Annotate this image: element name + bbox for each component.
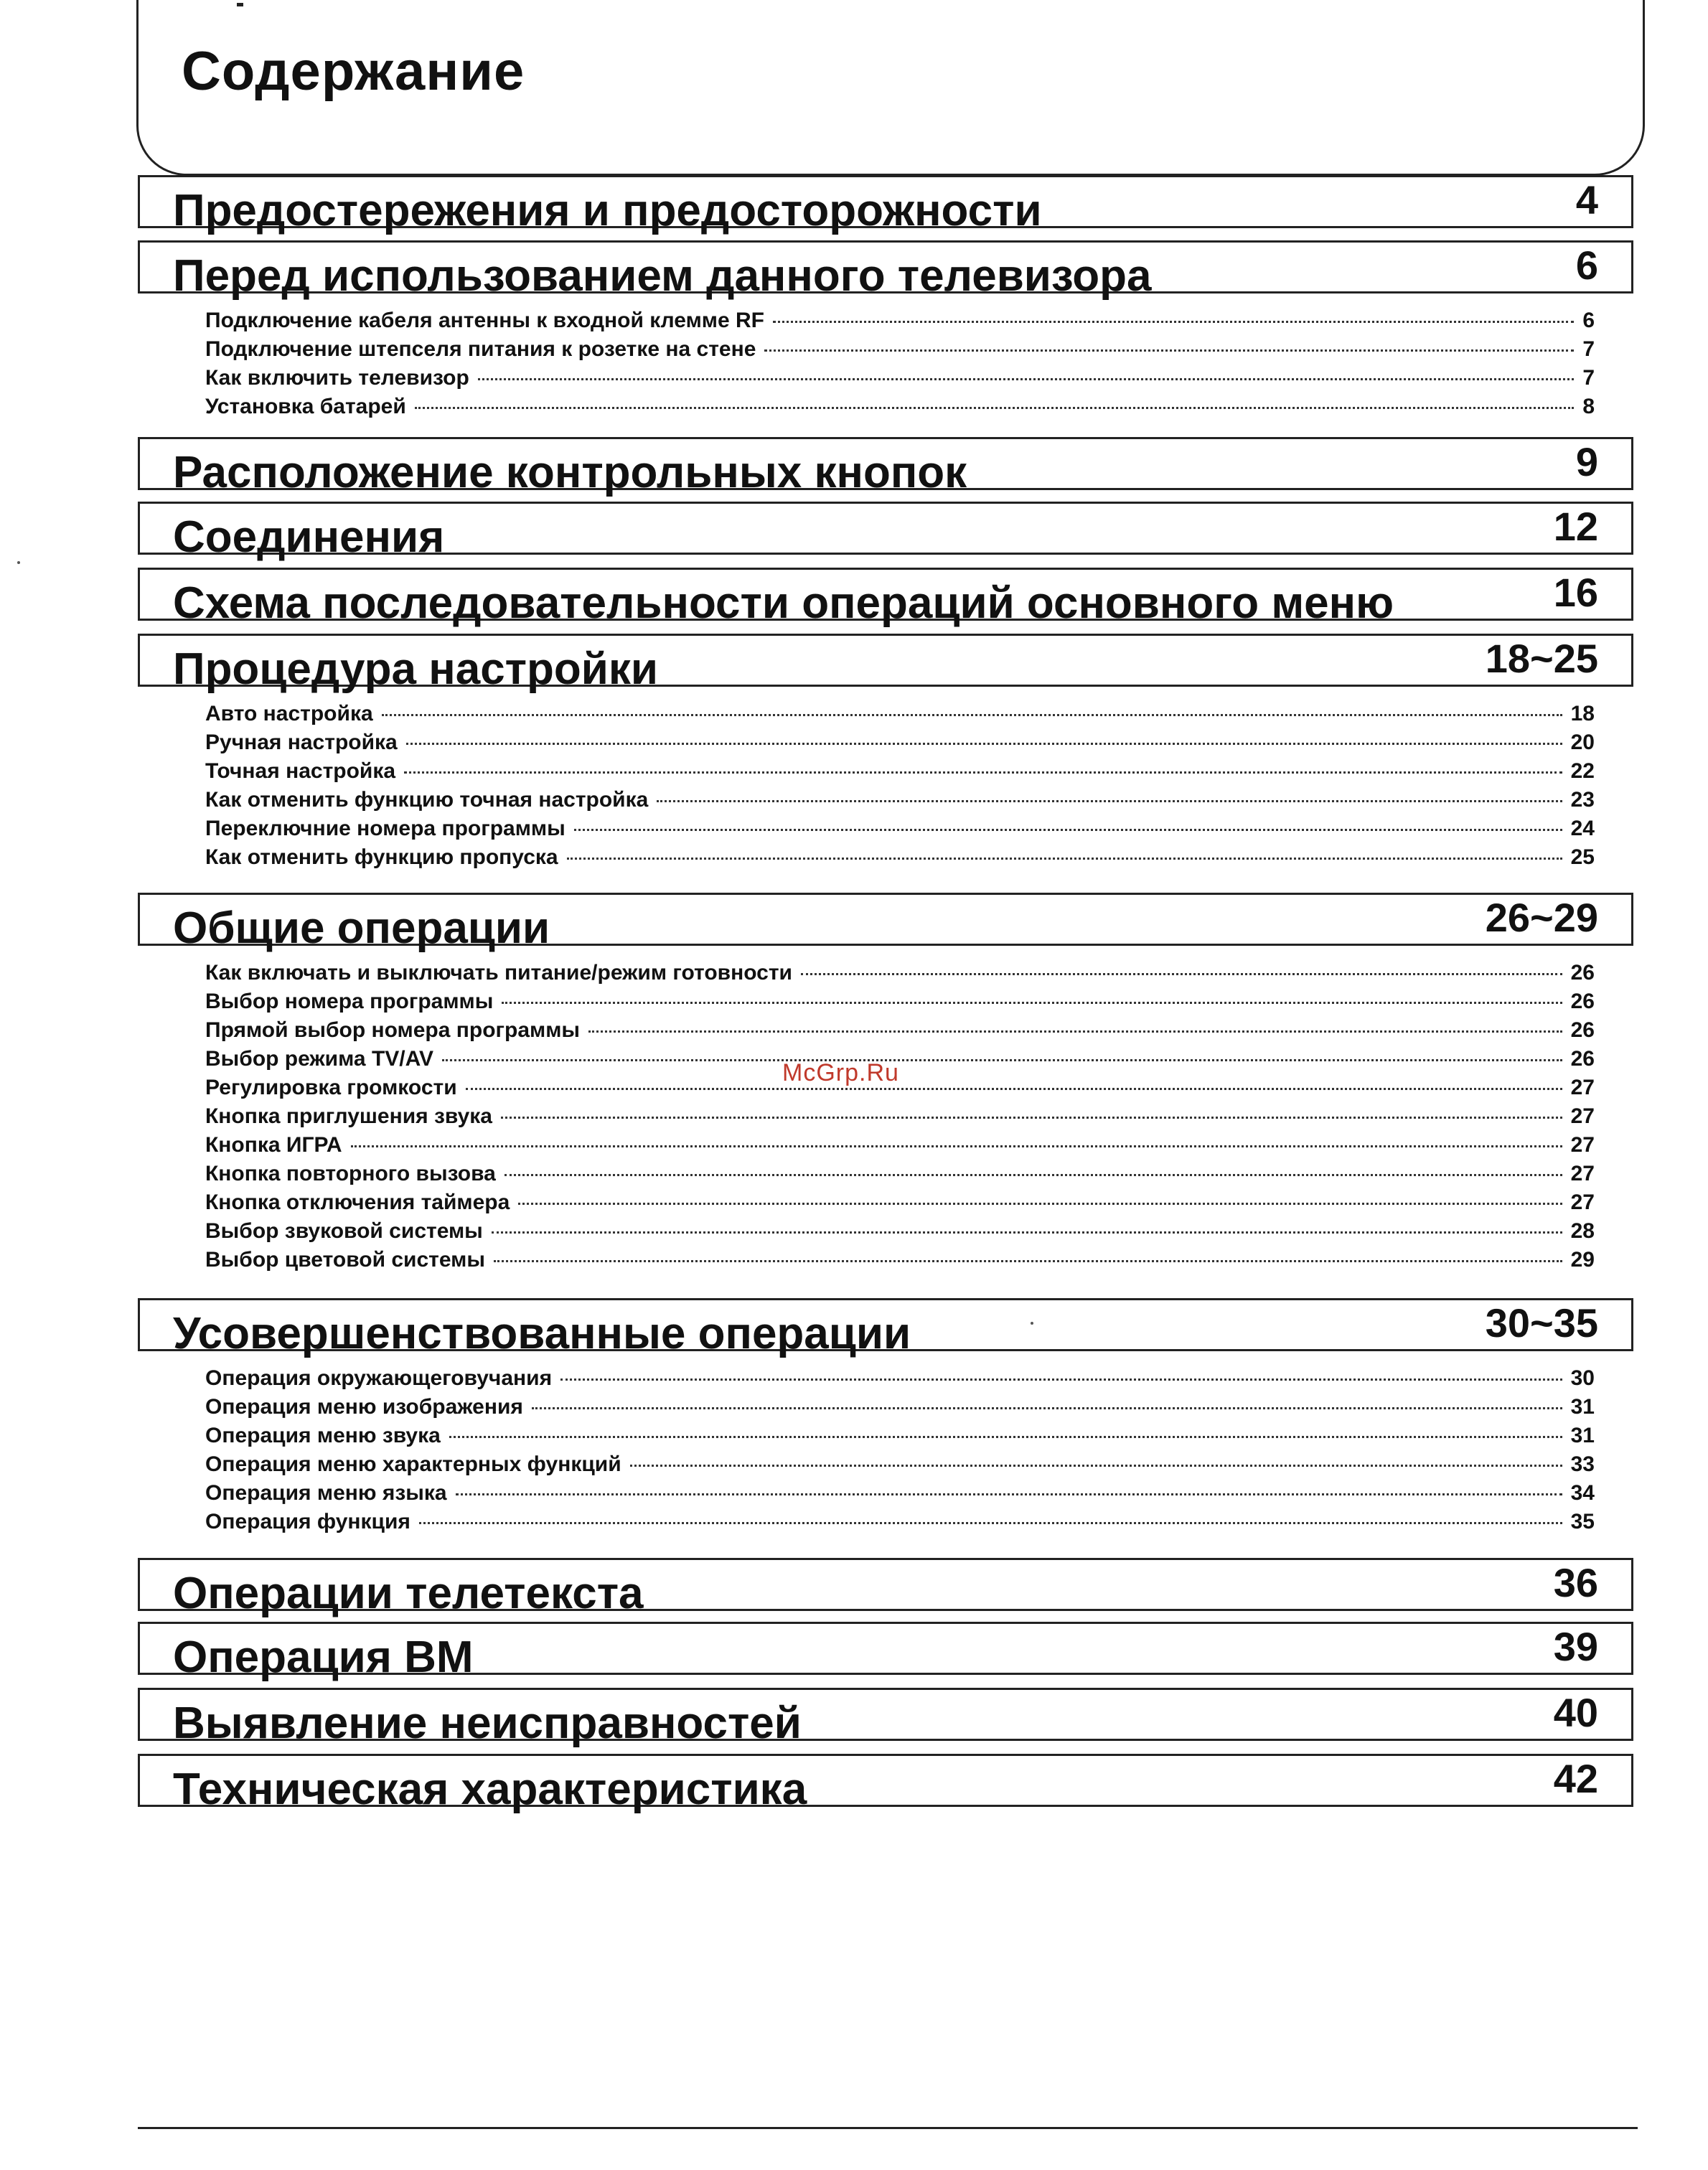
dot-leader	[518, 1203, 1562, 1205]
toc-entry[interactable]	[205, 990, 1595, 1018]
section-heading[interactable]	[138, 1622, 1633, 1682]
toc-entry[interactable]	[205, 1366, 1595, 1395]
toc-entry[interactable]	[205, 1104, 1595, 1133]
watermark: McGrp.Ru	[782, 1059, 899, 1086]
section-title: Соединения	[173, 512, 445, 562]
toc-entry-label: Как отменить функцию пропуска	[205, 845, 558, 869]
bottom-rule	[138, 2127, 1638, 2129]
toc-entry-label: Точная настройка	[205, 759, 396, 783]
toc-entry-page: 23	[1570, 788, 1595, 812]
section-title: Схема последовательности операций основного меню	[173, 578, 1394, 628]
toc-entry-label: Выбор цветовой системы	[205, 1248, 485, 1272]
toc-entry-page: 33	[1570, 1452, 1595, 1476]
dot-leader	[419, 1522, 1562, 1524]
toc-entry-page: 26	[1570, 1047, 1595, 1071]
dot-leader	[494, 1260, 1562, 1262]
toc-entry[interactable]	[205, 1395, 1595, 1424]
section-page-number: 6	[1575, 243, 1598, 288]
dot-leader	[567, 858, 1562, 860]
toc-entry-page: 25	[1570, 845, 1595, 869]
toc-entry[interactable]	[205, 759, 1595, 788]
section-page-number: 4	[1575, 177, 1598, 222]
toc-entry[interactable]	[205, 395, 1595, 423]
toc-entry[interactable]	[205, 1018, 1595, 1047]
toc-entry-page: 7	[1582, 366, 1595, 390]
dot-leader	[801, 973, 1562, 975]
toc-entry-page: 27	[1570, 1133, 1595, 1157]
toc-entry-label: Операция функция	[205, 1510, 410, 1533]
toc-entry-page: 34	[1570, 1481, 1595, 1505]
section-page-number: 39	[1553, 1624, 1598, 1669]
toc-entry-label: Кнопка повторного вызова	[205, 1162, 496, 1185]
section-heading[interactable]	[138, 568, 1633, 628]
toc-entry-label: Прямой выбор номера программы	[205, 1018, 581, 1042]
dot-leader	[466, 1088, 1562, 1090]
dot-leader	[442, 1059, 1562, 1061]
section-page-number: 9	[1575, 439, 1598, 484]
toc-entry-label: Переключние номера программы	[205, 817, 566, 840]
toc-entry-page: 27	[1570, 1076, 1595, 1099]
page-title: Содержание	[182, 41, 525, 102]
toc-entry[interactable]	[205, 1162, 1595, 1190]
section-heading[interactable]	[138, 240, 1633, 301]
section-heading[interactable]	[138, 634, 1633, 694]
toc-entry-label: Ручная настройка	[205, 731, 398, 754]
toc-entry[interactable]	[205, 1219, 1595, 1248]
subsection-list	[205, 1366, 1595, 1539]
section-page-number: 42	[1553, 1756, 1598, 1801]
section-title: Общие операции	[173, 903, 550, 953]
toc-entry[interactable]	[205, 817, 1595, 845]
section-page-number: 36	[1553, 1560, 1598, 1605]
dot-leader	[560, 1378, 1562, 1381]
toc-entry[interactable]	[205, 788, 1595, 817]
dot-leader	[415, 407, 1575, 409]
dot-leader	[502, 1002, 1562, 1004]
toc-entry-page: 27	[1570, 1190, 1595, 1214]
toc-entry-page: 6	[1582, 309, 1595, 332]
toc-entry-page: 26	[1570, 961, 1595, 985]
toc-entry[interactable]	[205, 702, 1595, 731]
toc-entry-label: Операция меню звука	[205, 1424, 441, 1447]
section-title: Операция ВМ	[173, 1633, 474, 1682]
toc-entry-label: Установка батарей	[205, 395, 406, 418]
toc-entry-page: 8	[1582, 395, 1595, 418]
dot-leader	[382, 714, 1562, 716]
subsection-list	[205, 702, 1595, 874]
toc-entry-label: Кнопка ИГРА	[205, 1133, 342, 1157]
section-title: Усовершенствованные операции	[173, 1309, 911, 1358]
toc-entry-label: Регулировка громкости	[205, 1076, 457, 1099]
toc-entry-page: 18	[1570, 702, 1595, 725]
section-heading[interactable]	[138, 1688, 1633, 1748]
section-page-number: 12	[1553, 504, 1598, 549]
dot-leader	[764, 349, 1574, 352]
toc-entry[interactable]	[205, 961, 1595, 990]
section-page-number: 18~25	[1485, 636, 1598, 681]
toc-entry-page: 24	[1570, 817, 1595, 840]
toc-entry-page: 26	[1570, 1018, 1595, 1042]
section-heading[interactable]	[138, 502, 1633, 562]
section-heading[interactable]	[138, 893, 1633, 953]
toc-entry-label: Выбор номера программы	[205, 990, 494, 1013]
dot-leader	[574, 829, 1562, 831]
toc-entry-label: Выбор режима TV/AV	[205, 1047, 434, 1071]
section-title: Процедура настройки	[173, 644, 659, 694]
toc-entry-page: 30	[1570, 1366, 1595, 1390]
toc-entry-label: Авто настройка	[205, 702, 373, 725]
dot-leader	[406, 743, 1562, 745]
section-title: Выявление неисправностей	[173, 1699, 802, 1748]
toc-entry[interactable]	[205, 1510, 1595, 1539]
scan-speck	[17, 561, 20, 564]
toc-entry-label: Подключение кабеля антенны к входной клемме RF	[205, 309, 764, 332]
toc-entry-page: 20	[1570, 731, 1595, 754]
title-frame	[136, 0, 1645, 176]
toc-entry-page: 29	[1570, 1248, 1595, 1272]
section-heading[interactable]	[138, 175, 1633, 235]
toc-entry-label: Операция меню изображения	[205, 1395, 523, 1419]
toc-entry-label: Как включить телевизор	[205, 366, 469, 390]
toc-entry-label: Операция меню характерных функций	[205, 1452, 621, 1476]
toc-entry-page: 22	[1570, 759, 1595, 783]
toc-entry-page: 7	[1582, 337, 1595, 361]
section-page-number: 16	[1553, 570, 1598, 615]
section-title: Предостережения и предосторожности	[173, 186, 1042, 235]
toc-entry[interactable]	[205, 1133, 1595, 1162]
toc-entry[interactable]	[205, 1047, 1595, 1076]
toc-entry[interactable]	[205, 1452, 1595, 1481]
section-title: Техническая характеристика	[173, 1765, 807, 1814]
dot-leader	[630, 1465, 1562, 1467]
section-page-number: 30~35	[1485, 1300, 1598, 1345]
toc-entry-label: Кнопка приглушения звука	[205, 1104, 492, 1128]
dot-leader	[449, 1436, 1562, 1438]
toc-entry-label: Подключение штепселя питания к розетке на стене	[205, 337, 756, 361]
section-page-number: 26~29	[1485, 895, 1598, 940]
dot-leader	[478, 378, 1574, 380]
dot-leader	[501, 1117, 1562, 1119]
dot-leader	[492, 1231, 1562, 1234]
toc-entry-label: Выбор звуковой системы	[205, 1219, 483, 1243]
section-heading[interactable]	[138, 1558, 1633, 1618]
dot-leader	[773, 321, 1574, 323]
dot-leader	[351, 1145, 1562, 1147]
section-heading[interactable]	[138, 437, 1633, 497]
section-heading[interactable]	[138, 1298, 1633, 1358]
dot-leader	[588, 1030, 1562, 1033]
dot-leader	[505, 1174, 1562, 1176]
section-page-number: 40	[1553, 1690, 1598, 1735]
toc-entry[interactable]	[205, 731, 1595, 759]
toc-entry[interactable]	[205, 1424, 1595, 1452]
toc-entry-label: Как включать и выключать питание/режим готовности	[205, 961, 792, 985]
subsection-list	[205, 309, 1595, 423]
toc-entry-page: 28	[1570, 1219, 1595, 1243]
toc-entry[interactable]	[205, 1190, 1595, 1219]
toc-entry[interactable]	[205, 309, 1595, 337]
toc-entry[interactable]	[205, 1076, 1595, 1104]
toc-entry-page: 27	[1570, 1162, 1595, 1185]
dot-leader	[657, 800, 1562, 802]
subsection-list	[205, 961, 1595, 1277]
toc-entry-label: Операция меню языка	[205, 1481, 447, 1505]
toc-entry[interactable]	[205, 845, 1595, 874]
toc-entry[interactable]	[205, 1481, 1595, 1510]
dot-leader	[404, 771, 1562, 774]
dot-leader	[532, 1407, 1562, 1409]
toc-entry[interactable]	[205, 366, 1595, 395]
toc-entry-page: 31	[1570, 1424, 1595, 1447]
toc-entry-label: Операция окружающеговучания	[205, 1366, 553, 1390]
section-title: Операции телетекста	[173, 1569, 644, 1618]
toc-entry-page: 26	[1570, 990, 1595, 1013]
toc-entry-page: 35	[1570, 1510, 1595, 1533]
toc-entry-label: Как отменить функцию точная настройка	[205, 788, 649, 812]
toc-entry-label: Кнопка отключения таймера	[205, 1190, 510, 1214]
toc-entry-page: 27	[1570, 1104, 1595, 1128]
toc-entry[interactable]	[205, 1248, 1595, 1277]
section-heading[interactable]	[138, 1754, 1633, 1814]
toc-entry-page: 31	[1570, 1395, 1595, 1419]
section-title: Расположение контрольных кнопок	[173, 448, 967, 497]
dot-leader	[456, 1493, 1562, 1495]
section-title: Перед использованием данного телевизора	[173, 251, 1152, 301]
toc-entry[interactable]	[205, 337, 1595, 366]
